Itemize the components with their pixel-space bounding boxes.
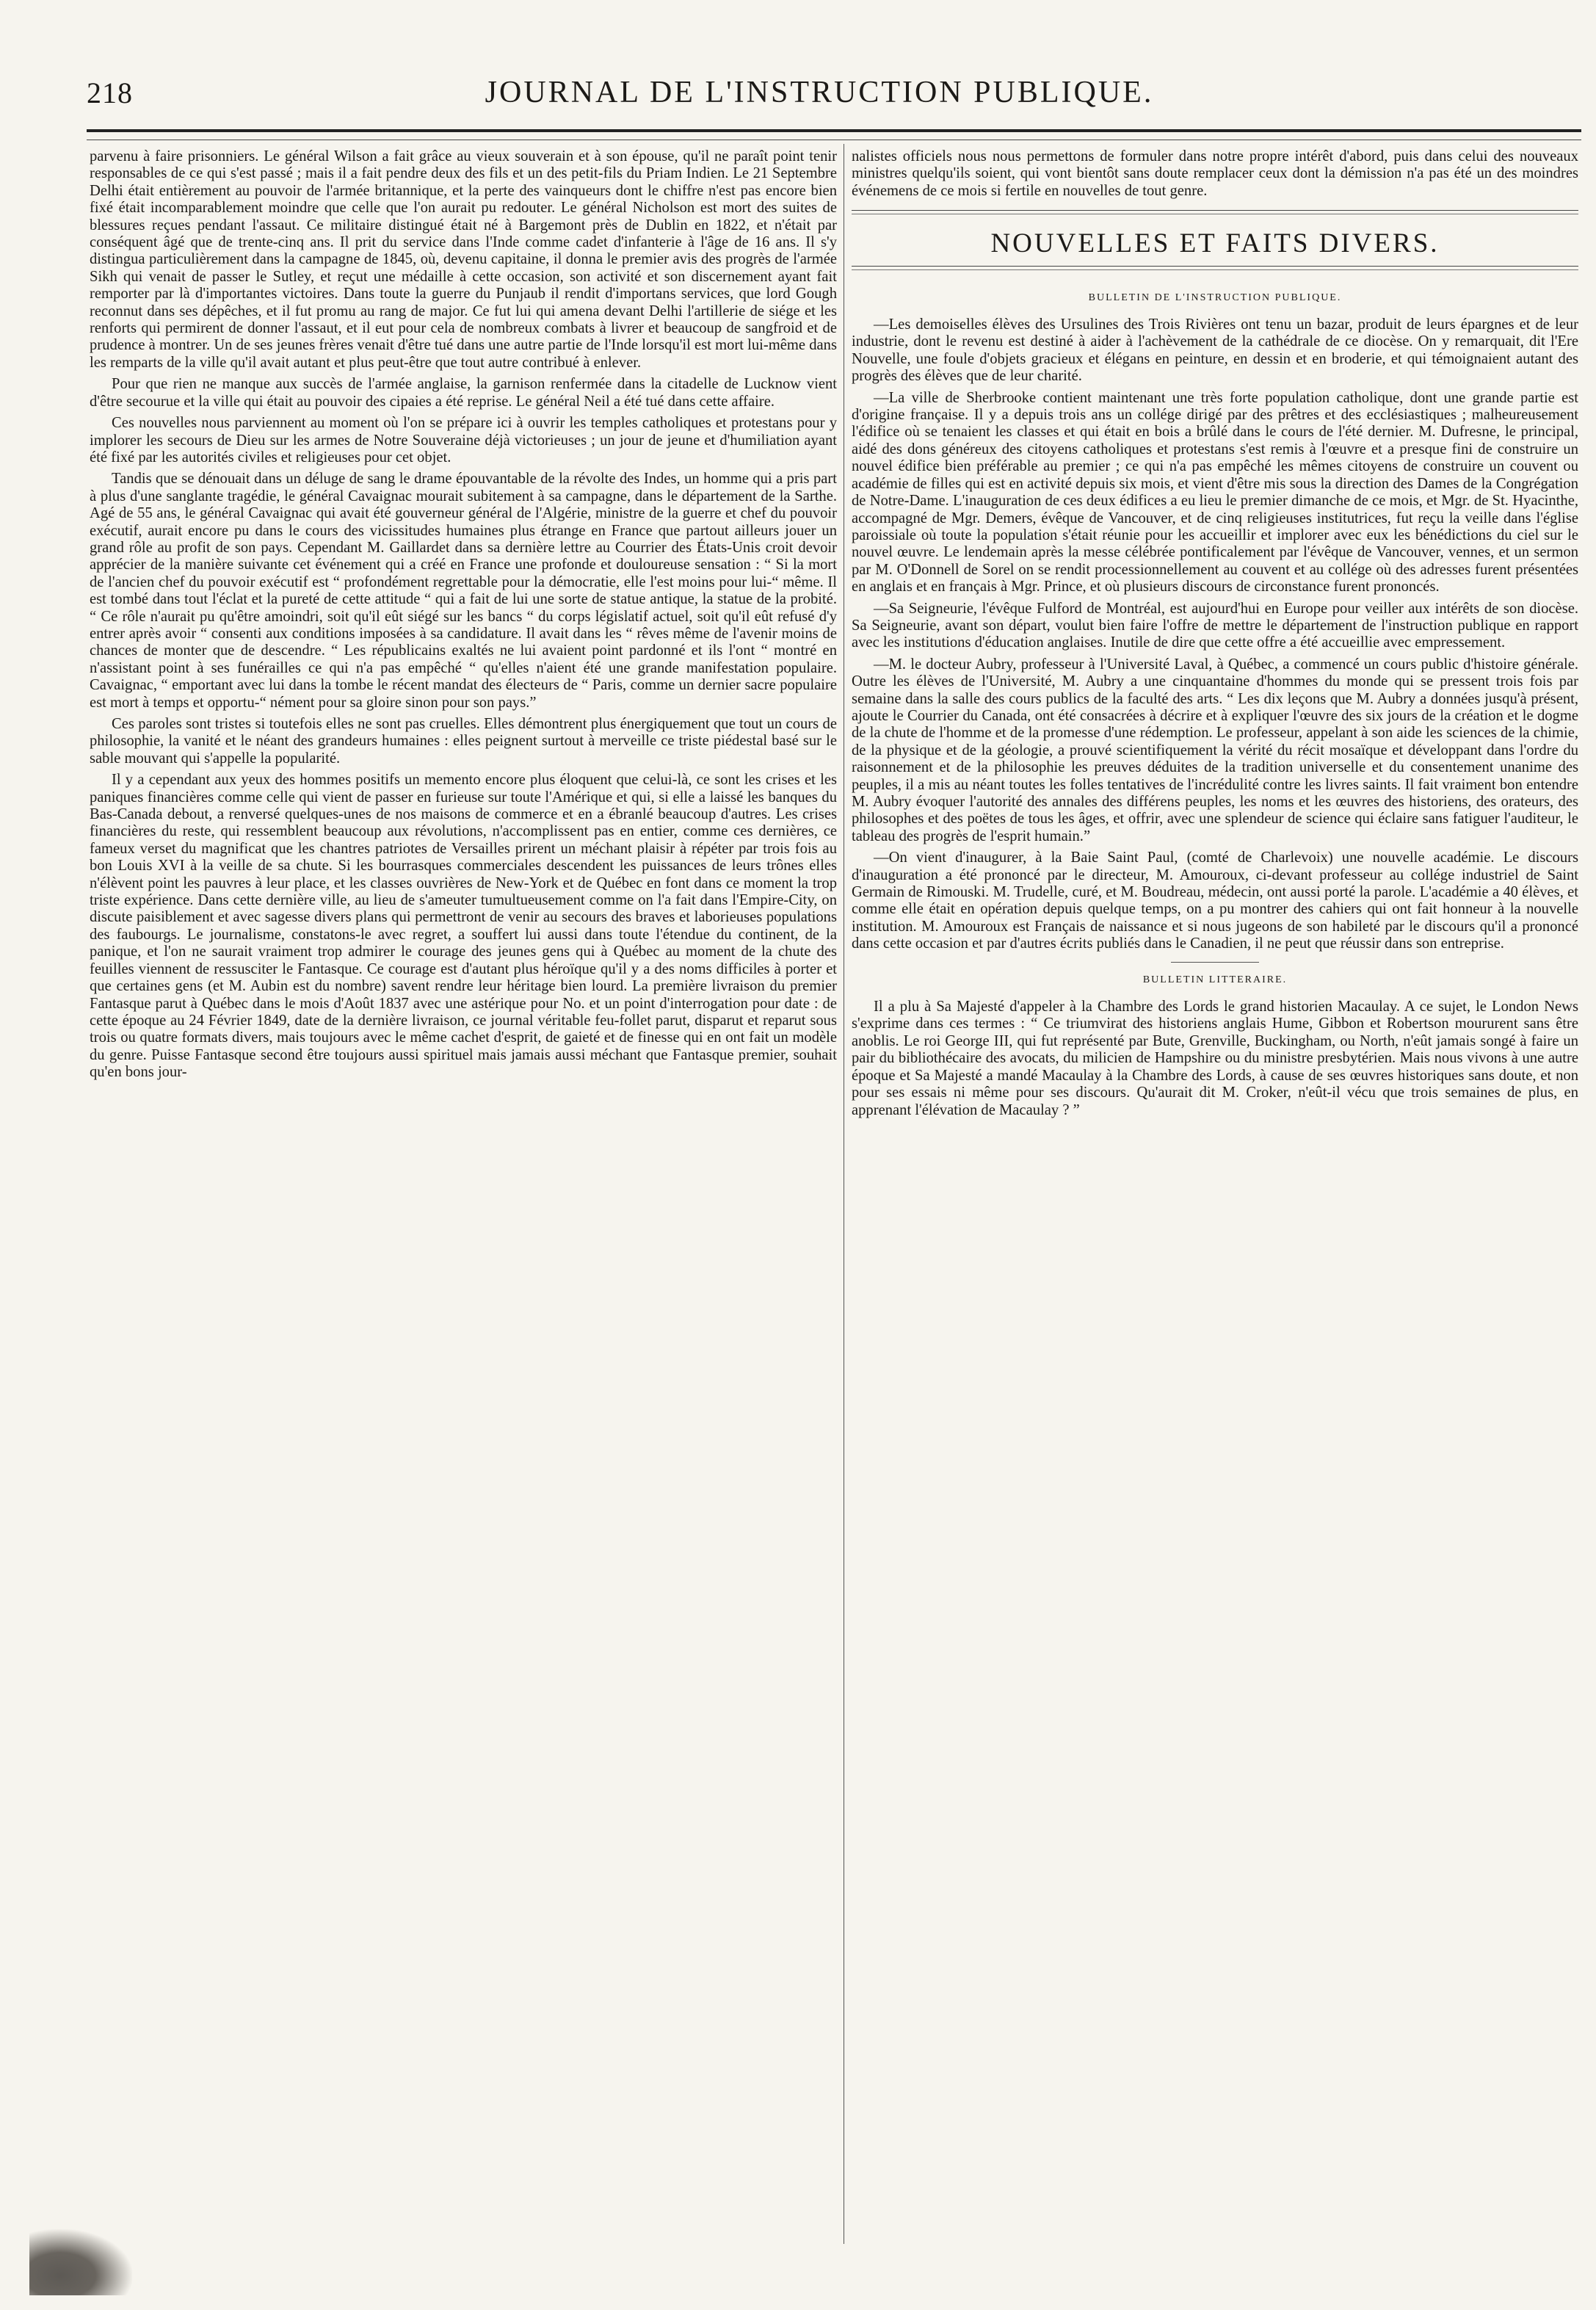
running-head (87, 70, 1567, 115)
news-item: —La ville de Sherbrooke contient maintenant une très forte population catholique, dont une grande partie est d'origine française. Il y a depuis trois ans un collége dirigé par des prêtres et des ecclésiastiques ; malheureusement l'édifice où se tenaient les classes et qui était en bois a brûlé dans le cours de l'été dernier. M. Dufresne, le principal, aidé des dons généreux des citoyens catholiques et protestans s'est remis à l'œuvre et a presque fini de construire un nouvel édifice bien préférable au premier ; ce qui n'a pas empêché les mêmes citoyens de construire un couvent ou académie de filles qui est en activité depuis six mois, et vient d'être mis sous la direction des Dames de la Congrégation de Notre-Dame. L'inauguration de ces deux édifices a eu lieu le premier dimanche de ce mois, et Mgr. de St. Hyacinthe, accompagné de Mgr. Demers, évêque de Vancouver, et de cinq religieuses institutrices, fut reçu la veille dans l'église paroissiale où toute la population s'était réunie pour les accueillir et implorer avec eux les bénédictions du ciel sur le nouvel œuvre. Le lendemain après la messe célébrée pontificalement par l'évêque de Vancouver, vennes, et un sermon par M. O'Donnell de Sorel on se rendit processionnellement au couvent et au collége où des adresses furent présentées en anglais et en français à Mgr. Prince, et où plusieurs discours de circonstance furent prononcés. (852, 389, 1578, 595)
bulletin-heading: BULLETIN LITTERAIRE. (1142, 974, 1288, 985)
bulletin-heading: BULLETIN DE L'INSTRUCTION PUBLIQUE. (1088, 292, 1342, 303)
article-paragraph: nalistes officiels nous nous permettons de formuler dans notre propre intérêt d'abord, puis dans celui des nouveaux ministres quelqu'ils soient, qui vont bientôt sans doute remplacer ceux dont la démission n'a pas été un des moindres événemens de ce mois si fertile en nouvelles de tout genre. (852, 148, 1578, 199)
left-column (90, 148, 837, 2292)
news-item: —On vient d'inaugurer, à la Baie Saint Paul, (comté de Charlevoix) une nouvelle académie. Le discours d'inauguration a été prononcé par le directeur, M. Amouroux, ci-devant professeur au collége industriel de Saint Germain de Rimouski. M. Trudelle, curé, et M. Boudreau, médecin, ont aussi porté la parole. L'académie a 40 élèves, et comme elle était en opération depuis quelque temps, on a pu montrer des cahiers qui ont fait honneur à la nouvelle institution. M. Amouroux est Français de naissance et si nous jugeons de son habileté par le discours qu'il a prononcé dans cette occasion et par d'autres écrits publiés dans le Canadien, il ne peut que réussir dans son entreprise. (852, 850, 1578, 952)
separator-rule (1171, 962, 1259, 963)
news-item: Il a plu à Sa Majesté d'appeler à la Chambre des Lords le grand historien Macaulay. A ce sujet, le London News s'exprime dans ces termes : “ Ce triumvirat des historiens anglais Hume, Gibbon et Robertson moururent sans être anoblis. Le roi George III, qui fut représenté par Bute, Grenville, Buckingham, ou North, n'eût jamais songé à faire un pair du bibliothécaire des avocats, du milicien de Hampshire ou du ministre presbytérien. Mais nous vivons à une autre époque et Sa Majesté a mandé Macaulay à la Chambre des Lords, à cause de ses œuvres historiques sans doute, et non pour ses essais ni même pour ses discours. Qu'aurait dit M. Croker, n'eût-il vécu que trois semaines de plus, en apprenant l'élévation de Macaulay ? ” (852, 999, 1578, 1118)
news-item: —M. le docteur Aubry, professeur à l'Université Laval, à Québec, a commencé un cours public d'histoire générale. Outre les élèves de l'Université, M. Aubry a une cinquantaine d'hommes du monde qui se pressent trois fois par semaine dans la salle des cours publics de la faculté des arts. “ Les dix leçons que M. Aubry a données jusqu'à présent, ajoute le Courrier du Canada, ont été consacrées à décrire et à expliquer l'œuvre des six jours de la création et le dogme de la chute de l'homme et de la promesse d'une rédemption. Le professeur, appelant à son aide les sciences de la chimie, de la physique et de la géologie, a prouvé scientifiquement la vérité du récit mosaïque et développant dans l'ordre du raisonnement et de la philosophie les preuves déduites de la tradition universelle et du consentement unanime des peuples, il a mis au néant toutes les folles tentatives de l'incrédulité contre les livres saints. Il fait vraiment bon entendre M. Aubry évoquer l'autorité des annales des différens peuples, les noms et les œuvres des historiens, des orateurs, des philosophes et des poëtes de tous les âges, et offrir, avec une splendeur de science qui éclaire sans fatiguer l'auditeur, le tableau des progrès de l'esprit humain.” (852, 656, 1578, 844)
section-rule (852, 210, 1578, 214)
article-paragraph: Ces paroles sont tristes si toutefois elles ne sont pas cruelles. Elles démontrent plus énergiquement que tout un cours de philosophie, la vanité et le néant des grandeurs humaines : elles peignent surtout à merveille ce triste piédestal basé sur le sable mouvant qui s'appelle la popularité. (90, 716, 837, 767)
news-item: —Les demoiselles élèves des Ursulines des Trois Rivières ont tenu un bazar, produit de leurs épargnes et de leur industrie, dont le revenu est destiné à aider à l'achèvement de la cathédrale de ce diocèse. On y remarquait, dit l'Ere Nouvelle, une foule d'objets gracieux et élégans en peinture, en dessin et en broderie, et qui témoignaient autant des progrès des élèves que de leur charité. (852, 316, 1578, 385)
article-paragraph: Ces nouvelles nous parviennent au moment où l'on se prépare ici à ouvrir les temples catholiques et protestans pour y implorer les secours de Dieu sur les armes de Notre Souveraine déjà victorieuses ; un jour de jeune et d'humiliation ayant été fixé par les autorités civiles et religieuses pour cet objet. (90, 415, 837, 466)
article-paragraph: Il y a cependant aux yeux des hommes positifs un memento encore plus éloquent que celui-là, ce sont les crises et les paniques financières comme celle qui vient de passer en furieuse sur toute l'Amérique et qui, si elle a laissé les banques du Bas-Canada debout, a renversé quelques-unes de nos maisons de commerce et en a ébranlé beaucoup d'autres. Les crises financières du reste, qui ressemblent beaucoup aux révolutions, n'accomplissent pas en entier, comme ces dernières, ce fameux verset du magnificat que les chantres patriotes de Versailles prirent un méchant plaisir à répéter par trois fois au bon Louis XVI à la veille de sa chute. Si les bourrasques commerciales descendent les puissances de leurs trônes elles n'élèvent point les pauvres à leur place, et les classes ouvrières de New-York et de Québec en font dans ce moment la trop triste expérience. Dans cette dernière ville, au lieu de s'ameuter tumultueusement comme on l'a fait dans l'Empire-City, on discute paisiblement et avec sagesse divers plans qui permettront de venir au secours des braves et laborieuses populations des faubourgs. Le journalisme, constatons-le avec regret, a souffert lui aussi dans toute l'étendue du continent, de la panique, et l'on ne saurait vraiment trop admirer le courage des jeunes gens qui à Québec au moment de la chute des feuilles viennent de ressusciter le Fantasque. Ce courage est d'autant plus héroïque qu'il y a des noms difficiles à porter et que certaines gens (et M. Aubin est du nombre) savent rendre leur héritage bien lourd. La première livraison du premier Fantasque parut à Québec dans le mois d'Août 1837 avec une astérique pour No. et un point d'interrogation pour date : de cette époque au 24 Février 1849, date de la dernière livraison, ce journal véritable feu-follet parut, disparut et reparut sous trois ou quatre formats divers, mais toujours avec le même cachet d'esprit, de gaieté et de finesse qui en ont fait un modèle du genre. Puisse Fantasque second être toujours aussi spirituel mais jamais aussi méchant que Fantasque premier, souhait qu'en bons jour- (90, 772, 837, 1081)
journal-title: JOURNAL DE L'INSTRUCTION PUBLIQUE. (485, 76, 1154, 109)
article-paragraph: Tandis que se dénouait dans un déluge de sang le drame épouvantable de la révolte des Indes, un homme qui a pris part à plus d'une sanglante tragédie, le général Cavaignac mourait subitement à sa campagne, dans le département de la Sarthe. Agé de 55 ans, le général Cavaignac qui avait été gouverneur général de l'Algérie, ministre de la guerre et chef du pouvoir exécutif, aurait encore pu dans le cours des vicissitudes humaines plus étrange en France que partout ailleurs jouer un grand rôle au profit de son pays. Cependant M. Gaillardet dans sa dernière lettre au Courrier des États-Unis croit devoir apprécier de la manière suivante cet événement qui a créé en France une profonde et douloureuse sensation : “ Si la mort de l'ancien chef du pouvoir exécutif est “ profondément regrettable pour la démocratie, elle l'est moins pour lui-“ même. Il est tombé dans tout l'éclat et la pureté de cette attitude “ qui a fait de lui une sorte de statue antique, la statue de la probité. “ Ce rôle n'aurait pu qu'être amoindri, soit qu'il eût siégé sur les bancs “ du corps législatif actuel, soit qu'il eût refusé d'y entrer après avoir “ consenti aux conditions imposées à sa candidature. Il avait dans les “ rêves même de l'avenir moins de chances de monter que de descendre. “ Les républicains exaltés ne lui avaient point pardonné et ils l'ont “ montré en n'assistant point à ses funérailles ce qui n'a pas empêché “ qu'elles n'aient été une grande manifestation populaire. Cavaignac, “ emportant avec lui dans la tombe le récent mandat des électeurs de “ Paris, comme un dernier sacre populaire est mort à temps et opportu-“ nément pour sa gloire sinon pour son pays.” (90, 471, 837, 711)
header-double-rule (87, 129, 1581, 140)
article-paragraph: Pour que rien ne manque aux succès de l'armée anglaise, la garnison renfermée dans la citadelle de Lucknow vient d'être secourue et la ville qui était au pouvoir des cipaies a été reprise. Le général Neil a été tué dans cette affaire. (90, 376, 837, 410)
section-rule (852, 266, 1578, 270)
news-item: —Sa Seigneurie, l'évêque Fulford de Montréal, est aujourd'hui en Europe pour veiller aux intérêts de son diocèse. Sa Seigneurie, avant son départ, voulut bien faire l'offre de mettre le département de l'instruction publique en rapport avec les institutions d'éducation anglaises. Inutile de dire que cette offre a été accueillie avec empressement. (852, 600, 1578, 651)
section-title: NOUVELLES ET FAITS DIVERS. (990, 228, 1440, 259)
page-number: 218 (87, 76, 133, 109)
scan-smudge (29, 2229, 132, 2295)
right-column (852, 148, 1578, 2292)
article-paragraph: parvenu à faire prisonniers. Le général Wilson a fait grâce au vieux souverain et à son épouse, qu'il ne paraît point tenir responsables de ce qui s'est passé ; mais il a fait pendre deux des fils et un des petit-fils du Priam Indien. Le 21 Septembre Delhi était entièrement au pouvoir de l'armée britannique, et la perte des vainqueurs dont le chiffre n'est pas encore bien fixé était incomparablement moindre que celle que l'on aurait pu redouter. Le général Nicholson est mort des suites de blessures reçues pendant l'assaut. Ce militaire distingué était né à Bargemont près de Dublin en 1822, et n'était par conséquent âgé que de trente-cinq ans. Il prit du service dans l'Inde comme cadet d'infanterie à l'âge de 16 ans. Il s'y distingua particulièrement dans la campagne de 1845, où, devenu capitaine, il donna le premier avis des progrès de l'armée Sikh qui venait de passer le Sutley, et reçut une médaille à cette occasion, son activité et son discernement ayant fait remporter par là d'importantes victoires. Dans toute la guerre du Punjaub il rendit d'importans services, que lord Gough reconnut dans ses dépêches, et il fut promu au rang de major. Ce fut lui qui amena devant Delhi l'artillerie de siége et les renforts qui permirent de donner l'assaut, et il eut pour cela de nombreux combats à livrer et beaucoup de sangfroid et de prudence à montrer. Un de ses jeunes frères venait d'être tué dans une autre partie de l'Inde lorsqu'il est mort lui-même dans les remparts de la ville qu'il avait autant et plus peut-être que tout autre contribué à enlever. (90, 148, 837, 371)
